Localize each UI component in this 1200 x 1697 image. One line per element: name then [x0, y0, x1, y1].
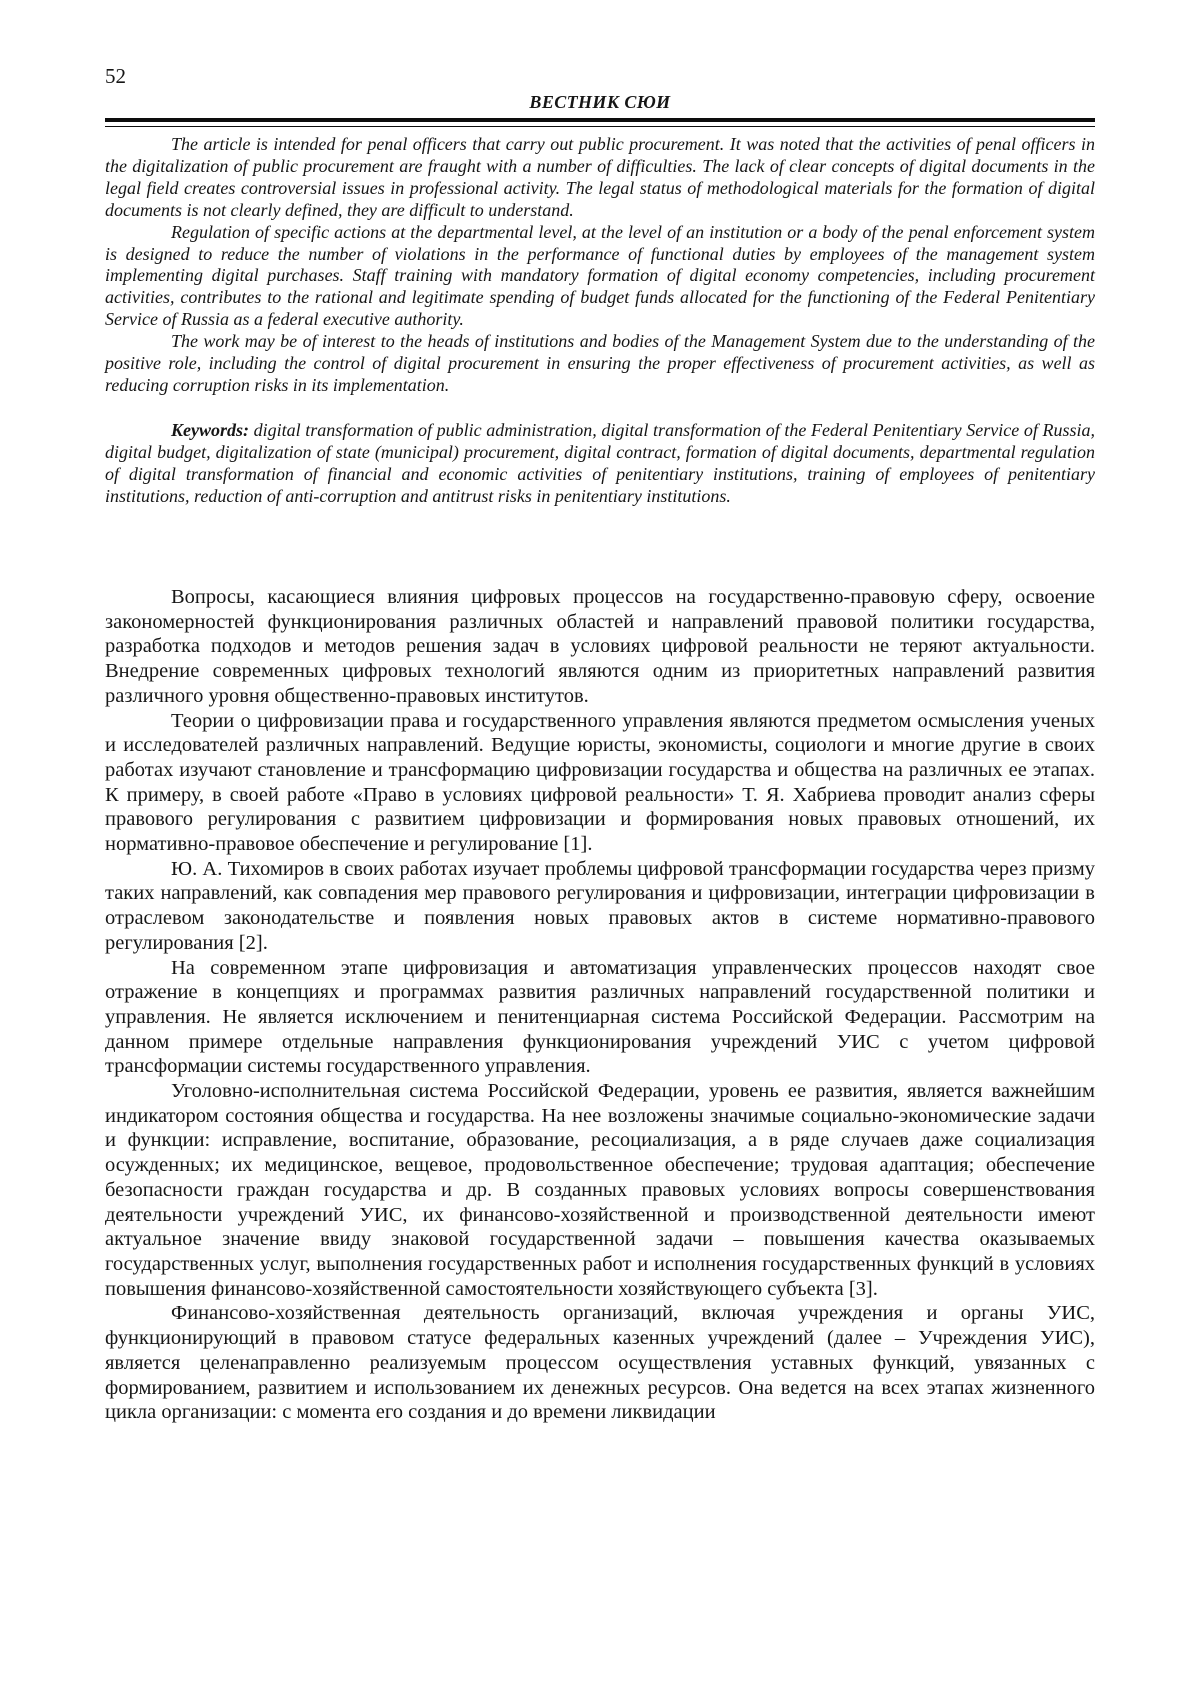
- body-paragraph: Теории о цифровизации права и государственного управления являются предметом осмысления ученых и исследователей различных направлений. Ведущие юристы, экономисты, социологи и многие другие в своих работах изучают становление и трансформацию цифровизации государства и общества на различных ее этапах. К примеру, в своей работе «Право в условиях цифровой реальности» Т. Я. Хабриева проводит анализ сферы правового регулирования с развитием цифровизации и формирования новых правовых отношений, их нормативно-правовое обеспечение и регулирование [1].: [105, 709, 1095, 856]
- body-paragraph: Финансово-хозяйственная деятельность организаций, включая учреждения и органы УИС, функционирующий в правовом статусе федеральных казенных учреждений (далее – Учреждения УИС), является целенаправленно реализуемым процессом осуществления уставных функций, увязанных с формированием, развитием и использованием их денежных ресурсов. Она ведется на всех этапах жизненного цикла организации: с момента его создания и до времени ликвидации: [105, 1302, 1095, 1424]
- keywords-label: Keywords:: [171, 419, 249, 440]
- abstract-section: [105, 134, 1095, 508]
- page-number: 52: [105, 64, 126, 88]
- abstract-paragraph: Regulation of specific actions at the departmental level, at the level of an institution or a body of the penal enforcement system is designed to reduce the number of violations in the performance of functional duties by employees of the management system implementing digital purchases. Staff training with mandatory formation of digital economy competencies, including procurement activities, contributes to the rational and legitimate spending of budget funds allocated for the functioning of the Federal Penitentiary Service of Russia as a federal executive authority.: [105, 221, 1095, 330]
- keywords-paragraph: [105, 420, 1095, 508]
- article-body-section: [105, 585, 1095, 1425]
- body-paragraph: Вопросы, касающиеся влияния цифровых процессов на государственно-правовую сферу, освоение закономерностей функционирования различных областей и направлений правовой политики государства, разработка подходов и методов решения задач в условиях цифровой реальности не теряют актуальности. Внедрение современных цифровых технологий являются одним из приоритетных направлений развития различного уровня общественно-правовых институтов.: [105, 586, 1095, 707]
- body-paragraph: Уголовно-исполнительная система Российской Федерации, уровень ее развития, является важнейшим индикатором состояния общества и государства. На нее возложены значимые социально-экономические задачи и функции: исправление, воспитание, образование, ресоциализация, а в ряде случаев даже социализация осужденных; их медицинское, вещевое, продовольственное обеспечение; трудовая адаптация; обеспечение безопасности граждан государства и др. В созданных правовых условиях вопросы совершенствования деятельности учреждений УИС, их финансово-хозяйственной и производственной деятельности имеют актуальное значение ввиду знаковой государственной задачи – повышения качества оказываемых государственных услуг, выполнения государственных работ и исполнения государственных функций в условиях повышения финансово-хозяйственной самостоятельности хозяйствующего субъекта [3].: [105, 1080, 1095, 1300]
- header-rule: [105, 118, 1095, 127]
- body-paragraph: Ю. А. Тихомиров в своих работах изучает проблемы цифровой трансформации государства через призму таких направлений, как совпадения мер правового регулирования и цифровизации, интеграции цифровизации в отраслевом законодательстве и появления новых правовых актов в системе нормативно-правового регулирования [2].: [105, 857, 1095, 954]
- journal-header-title: ВЕСТНИК СЮИ: [529, 92, 671, 112]
- keywords-text: digital transformation of public administration, digital transformation of the Federal Penitentiary Service of Russia, digital budget, digitalization of state (municipal) procurement, digital contract, formation of digital documents, departmental regulation of digital transformation of financial and economic activities of penitentiary institutions, training of employees of penitentiary institutions, reduction of anti-corruption and antitrust risks in penitentiary institutions.: [105, 419, 1096, 506]
- abstract-paragraph: The work may be of interest to the heads of institutions and bodies of the Management System due to the understanding of the positive role, including the control of digital procurement in ensuring the proper effectiveness of procurement activities, as well as reducing corruption risks in its implementation.: [105, 331, 1095, 395]
- body-paragraph: На современном этапе цифровизация и автоматизация управленческих процессов находят свое отражение в концепциях и программах развития различных направлений государственной политики и управления. Не является исключением и пенитенциарная система Российской Федерации. Рассмотрим на данном примере отдельные направления функционирования учреждений УИС с учетом цифровой трансформации системы государственного управления.: [105, 956, 1095, 1078]
- abstract-paragraph: The article is intended for penal officers that carry out public procurement. It was noted that the activities of penal officers in the digitalization of public procurement are fraught with a number of difficulties. The lack of clear concepts of digital documents in the legal field creates controversial issues in professional activity. The legal status of methodological materials for the formation of digital documents is not clearly defined, they are difficult to understand.: [105, 134, 1095, 220]
